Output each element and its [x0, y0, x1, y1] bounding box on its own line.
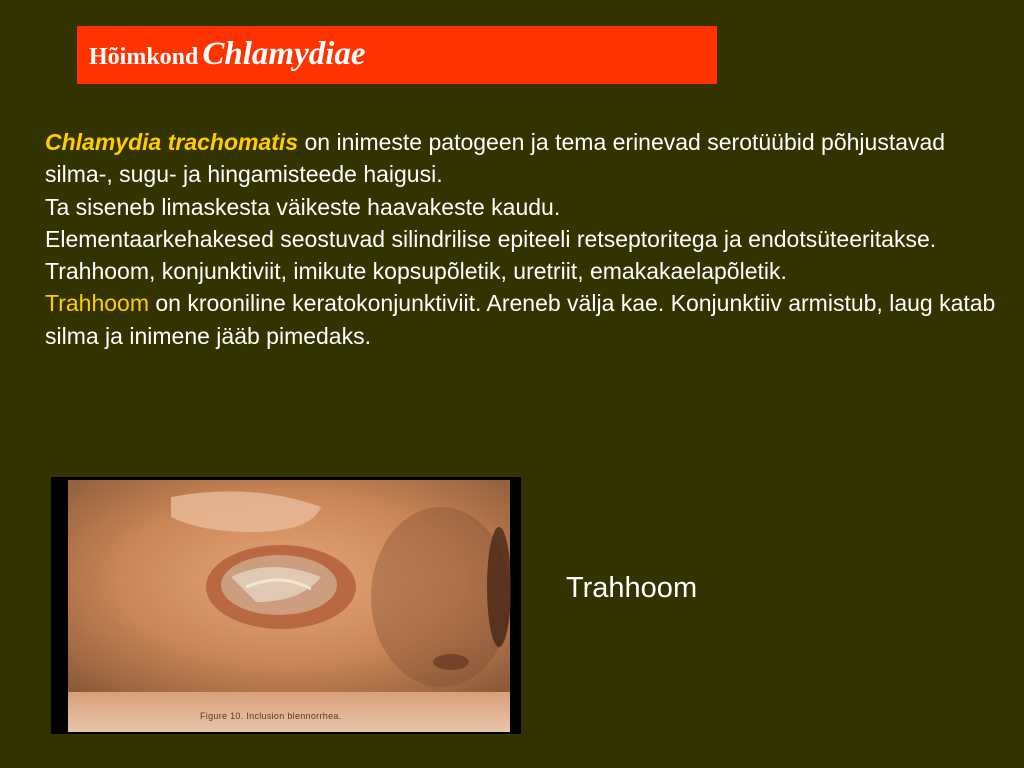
- paragraph-1-text: on inimeste patogeen ja tema erinevad serotüübid põhjustavad silma-, sugu- ja hingamisteede haigusi.: [45, 129, 946, 188]
- species-name: Chlamydia trachomatis: [45, 129, 299, 155]
- trachoma-photo-graphic: [51, 477, 521, 734]
- paragraph-3: Elementaarkehakesed seostuvad silindrilise epiteeli retseptoritega ja endotsüteeritakse.: [45, 225, 937, 252]
- paragraph-2: Ta siseneb limaskesta väikeste haavakeste kaudu.: [45, 193, 561, 220]
- figure-caption: Figure 10. Inclusion blennorrhea.: [200, 711, 342, 721]
- trachoma-photo: [51, 477, 521, 734]
- title-plain: Hõimkond: [89, 44, 199, 70]
- paragraph-4: Trahhoom, konjunktiviit, imikute kopsupõletik, uretriit, emakakaelapõletik.: [45, 258, 787, 285]
- photo-label: Trahhoom: [566, 572, 698, 604]
- paragraph-5: [45, 287, 1005, 352]
- slide-body: [45, 126, 1005, 352]
- trachoma-term: Trahhoom: [45, 290, 149, 317]
- title-italic: Chlamydiae: [202, 36, 366, 72]
- paragraph-5-text: on krooniline keratokonjunktiviit. Areneb välja kae. Konjunktiiv armistub, laug katab silma ja inimene jääb pimedaks.: [45, 290, 996, 349]
- paragraph-1: [45, 126, 1005, 191]
- slide-title-bar: [77, 26, 717, 84]
